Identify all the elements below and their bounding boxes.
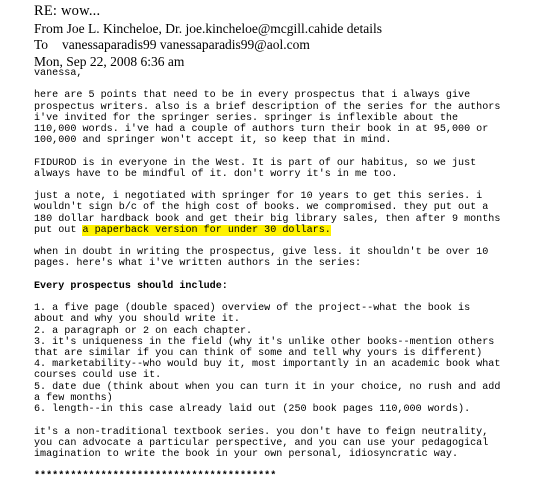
highlighted-paperback-note: a paperback version for under 30 dollars.: [82, 224, 331, 236]
paragraph-series-description: it's a non-traditional textbook series. you don't have to feign neutrality, you can advocate a particular perspective, and you can use your pedagogical imagination to write the book in your own personal, idiosyncratic way.: [34, 426, 489, 460]
email-to-row: [34, 37, 310, 53]
email-from: From Joe L. Kincheloe, Dr. joe.kincheloe@mcgill.cahide details: [34, 21, 382, 36]
paragraph-habitus: FIDUROD is in everyone in the West. It is part of our habitus, so we just always have to be mindful of it. don't worry it's in me too.: [34, 157, 477, 180]
email-to-address[interactable]: vanessaparadis99 vanessaparadis99@aol.com: [62, 37, 310, 52]
divider: ****************************************: [34, 471, 277, 483]
email-subject: RE: wow...: [34, 3, 101, 19]
greeting: vanessa,: [34, 68, 83, 79]
list-title: Every prospectus should include:: [34, 280, 228, 292]
prospectus-requirements-list: 1. a five page (double spaced) overview of the project--what the book is about and why you should write it. 2. a paragraph or 2 on each chapter. 3. it's uniqueness in the field (why it's unlike other books--mention others that are similar if you can think of some and tell why yours is different) 4. marketability--who would buy it, most importantly in an academic book what courses could use it. 5. date due (think about when you can turn it in your choice, no rush and add a few months) 6. length--in this case already laid out (250 book pages 110,000 words).: [34, 303, 501, 416]
to-label: To: [34, 37, 49, 52]
paragraph-prospectus-points: here are 5 points that need to be in every prospectus that i always give prospectus writers. also is a brief description of the series for the authors i've invited for the springer series. springer is inflexible about the 110,000 words. i've had a couple of authors turn their book in at 95,000 or 100,000 and springer won't accept it, so keep that in mind.: [34, 90, 501, 147]
email-body: [34, 68, 554, 483]
paragraph-brevity: when in doubt in writing the prospectus, give less. it shouldn't be over 10 pages. here's what i've written authors in the series:: [34, 247, 489, 270]
email-date: Mon, Sep 22, 2008 6:36 am: [34, 54, 185, 69]
paragraph-negotiation: just a note, i negotiated with springer for 10 years to get this series. i wouldn't sign b/c of the high cost of books. we compromised. they put out a 180 dollar hardback book and get their big library sales, then after 9 months put out: [34, 191, 501, 236]
